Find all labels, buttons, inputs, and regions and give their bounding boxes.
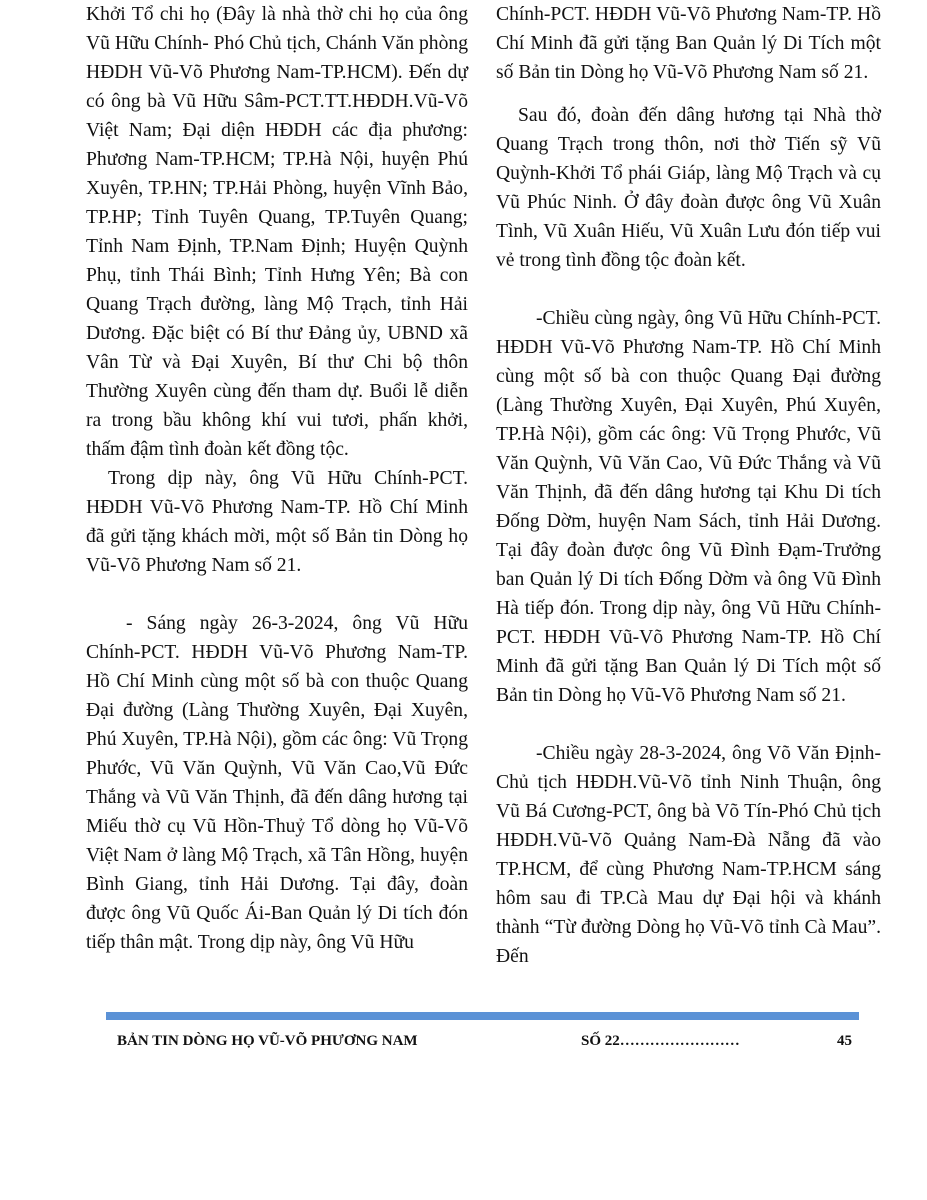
footer-title: BẢN TIN DÒNG HỌ VŨ-VÕ PHƯƠNG NAM <box>117 1033 418 1049</box>
footer-rule <box>106 1012 859 1020</box>
paragraph-right-1: Chính-PCT. HĐDH Vũ-Võ Phương Nam-TP. Hồ Chí Minh đã gửi tặng Ban Quản lý Di Tích một số Bản tin Dòng họ Vũ-Võ Phương Nam số 21. <box>496 4 881 83</box>
paragraph-right-4: -Chiều ngày 28-3-2024, ông Võ Văn Định-Chủ tịch HĐDH.Vũ-Võ tỉnh Ninh Thuận, ông Vũ Bá Cương-PCT, ông bà Võ Tín-Phó Chủ tịch HĐDH.Vũ-Võ Quảng Nam-Đà Nẵng đã vào TP.HCM, để cùng Phương Nam-TP.HCM sáng hôm sau đi TP.Cà Mau dự Đại hội và khánh thành “Từ đường Dòng họ Vũ-Võ tỉnh Cà Mau”. Đến <box>496 743 881 967</box>
page-number: 45 <box>837 1033 852 1049</box>
paragraph-right-2: Sau đó, đoàn đến dâng hương tại Nhà thờ Quang Trạch trong thôn, nơi thờ Tiến sỹ Vũ Quỳnh-Khởi Tổ phái Giáp, làng Mộ Trạch và cụ Vũ Phúc Ninh. Ở đây đoàn được ông Vũ Xuân Tình, Vũ Xuân Hiếu, Vũ Xuân Lưu đón tiếp vui vẻ trong tình đồng tộc đoàn kết. <box>496 105 881 271</box>
paragraph-left-2: Trong dịp này, ông Vũ Hữu Chính-PCT. HĐDH Vũ-Võ Phương Nam-TP. Hồ Chí Minh đã gửi tặng khách mời, một số Bản tin Dòng họ Vũ-Võ Phương Nam số 21. <box>86 468 468 576</box>
left-column <box>86 0 468 957</box>
footer-issue-number: SỐ 22…………………… <box>581 1033 740 1049</box>
paragraph-left-3: - Sáng ngày 26-3-2024, ông Vũ Hữu Chính-PCT. HĐDH Vũ-Võ Phương Nam-TP. Hồ Chí Minh cùng một số bà con thuộc Quang Đại đường (Làng Thường Xuyên, Đại Xuyên, Phú Xuyên, TP.Hà Nội), gồm các ông: Vũ Trọng Phước, Vũ Văn Quỳnh, Vũ Văn Cao,Vũ Đức Thắng và Vũ Văn Thịnh, đã đến dâng hương tại Miếu thờ cụ Vũ Hồn-Thuỷ Tổ dòng họ Vũ-Võ Việt Nam ở làng Mộ Trạch, xã Tân Hồng, huyện Bình Giang, tỉnh Hải Dương. Tại đây, đoàn được ông Vũ Quốc Ái-Ban Quản lý Di tích đón tiếp thân mật. Trong dịp này, ông Vũ Hữu <box>86 613 468 953</box>
right-column <box>496 0 881 971</box>
paragraph-left-1: Khởi Tổ chi họ (Đây là nhà thờ chi họ của ông Vũ Hữu Chính- Phó Chủ tịch, Chánh Văn phòng HĐDH Vũ-Võ Phương Nam-TP.HCM). Đến dự có ông bà Vũ Hữu Sâm-PCT.TT.HĐDH.Vũ-Võ Việt Nam; Đại diện HĐDH các địa phương: Phương Nam-TP.HCM; TP.Hà Nội, huyện Phú Xuyên, TP.HN; TP.Hải Phòng, huyện Vĩnh Bảo, TP.HP; Tỉnh Tuyên Quang, TP.Tuyên Quang; Tỉnh Nam Định, TP.Nam Định; Huyện Quỳnh Phụ, tỉnh Thái Bình; Tỉnh Hưng Yên; Bà con Quang Trạch đường, làng Mộ Trạch, tỉnh Hải Dương. Đặc biệt có Bí thư Đảng ủy, UBND xã Vân Từ và Đại Xuyên, Bí thư Chi bộ thôn Thường Xuyên cùng đến tham dự. Buổi lễ diễn ra trong bầu không khí vui tươi, phấn khởi, thấm đậm tình đoàn kết đồng tộc. <box>86 4 468 460</box>
paragraph-right-3: -Chiều cùng ngày, ông Vũ Hữu Chính-PCT. HĐDH Vũ-Võ Phương Nam-TP. Hồ Chí Minh cùng một số bà con thuộc Quang Đại đường (Làng Thường Xuyên, Đại Xuyên, Phú Xuyên, TP.Hà Nội), gồm các ông: Vũ Trọng Phước, Vũ Văn Quỳnh, Vũ Văn Cao, Vũ Đức Thắng và Vũ Văn Thịnh, đã đến dâng hương tại Khu Di tích Đống Dờm, huyện Nam Sách, tỉnh Hải Dương. Tại đây đoàn được ông Vũ Đình Đạm-Trưởng ban Quản lý Di tích Đống Dờm và ông Vũ Đình Hà tiếp đón. Trong dịp này, ông Vũ Hữu Chính-PCT. HĐDH Vũ-Võ Phương Nam-TP. Hồ Chí Minh đã gửi tặng Ban Quản lý Di Tích một số Bản tin Dòng họ Vũ-Võ Phương Nam số 21. <box>496 308 881 706</box>
